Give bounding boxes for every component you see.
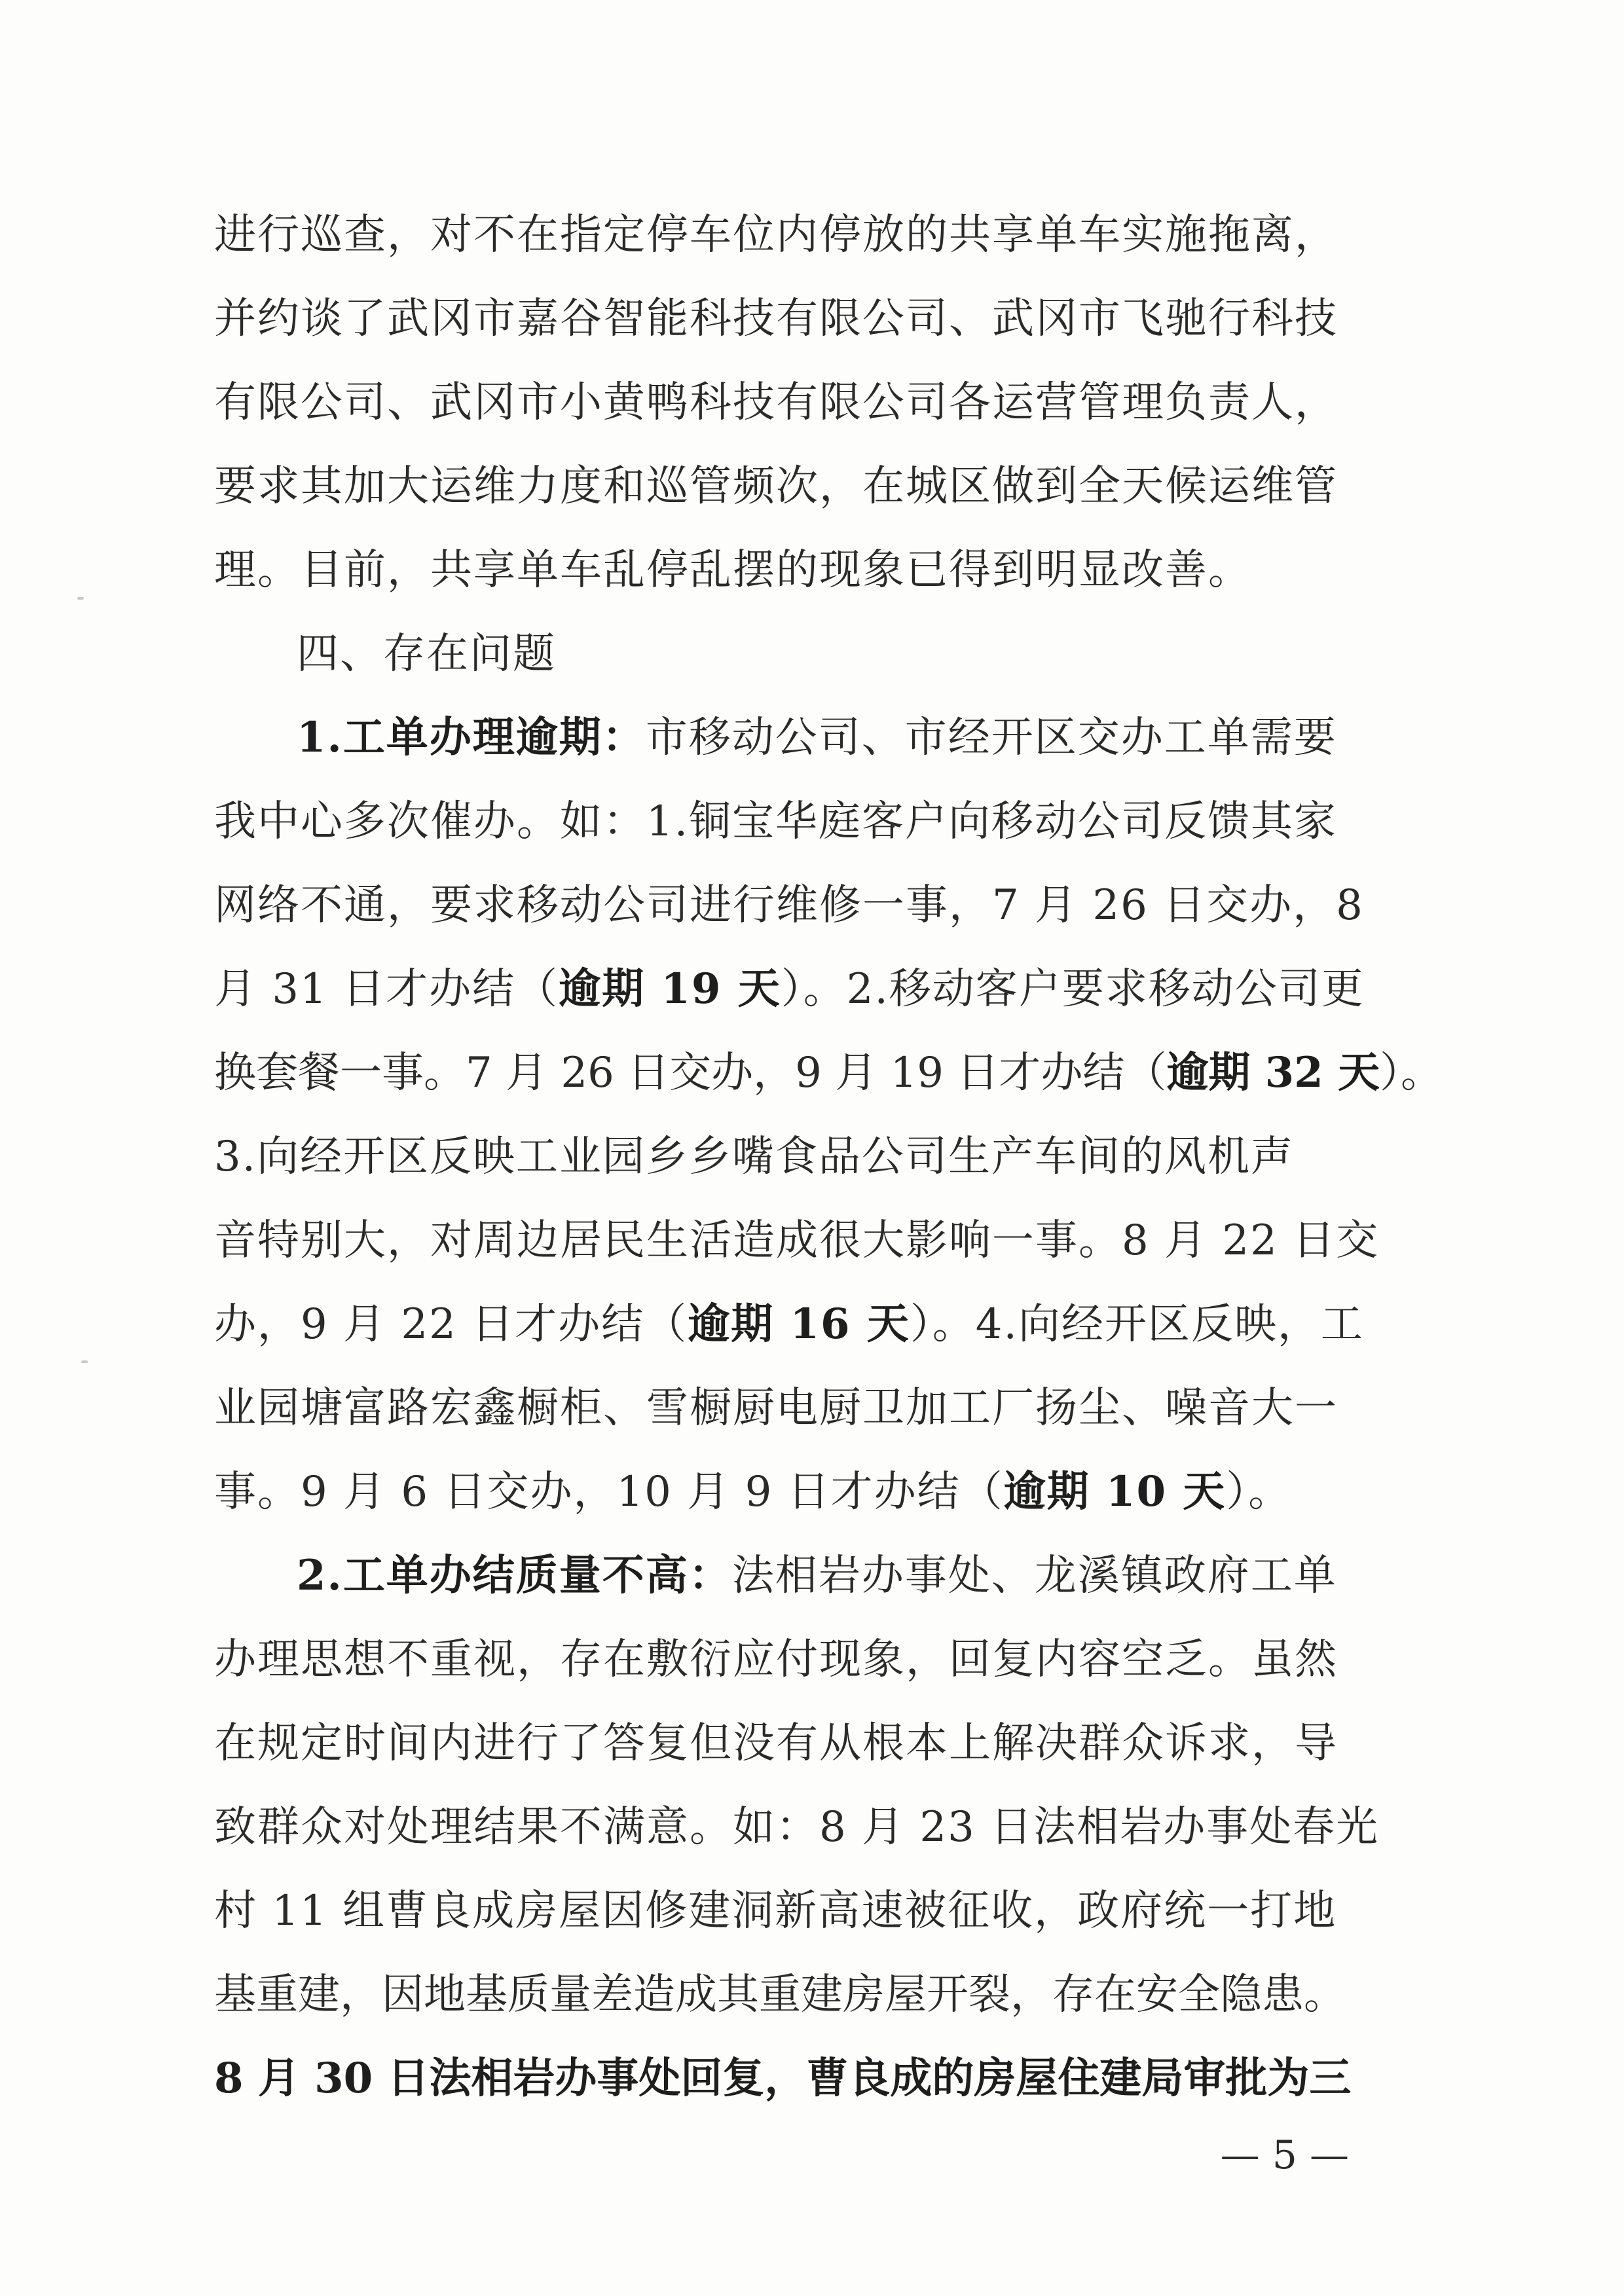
paragraph-line bbox=[214, 1031, 1443, 1115]
overdue-note: 逾期 32 天 bbox=[1166, 1048, 1380, 1097]
issue-1-line bbox=[214, 696, 1347, 780]
scan-speck bbox=[81, 1360, 88, 1363]
paragraph-line: 3.向经开区反映工业园乡乡嘴食品公司生产车间的风机声 bbox=[214, 1133, 1295, 1181]
text-segment: 换套餐一事。7 月 26 日交办，9 月 19 日才办结（ bbox=[214, 1049, 1167, 1097]
paragraph-line: 在规定时间内进行了答复但没有从根本上解决群众诉求，导 bbox=[214, 1719, 1338, 1768]
overdue-note: 逾期 16 天 bbox=[688, 1300, 910, 1349]
issue-2-text: 法相岩办事处、龙溪镇政府工单 bbox=[731, 1552, 1337, 1600]
paragraph-line: 网络不通，要求移动公司进行维修一事，7 月 26 日交办，8 bbox=[214, 881, 1364, 930]
paragraph-line bbox=[214, 947, 1365, 1031]
text-segment: 事。9 月 6 日交办，10 月 9 日才办结（ bbox=[214, 1468, 1004, 1516]
issue-2-line bbox=[214, 1534, 1347, 1618]
section-heading: 四、存在问题 bbox=[297, 630, 556, 678]
paragraph-line: 办理思想不重视，存在敷衍应付现象，回复内容空乏。虽然 bbox=[214, 1635, 1338, 1684]
paragraph-line: 理。目前，共享单车乱停乱摆的现象已得到明显改善。 bbox=[214, 546, 1251, 594]
scan-speck bbox=[77, 597, 84, 600]
document-body bbox=[214, 193, 1443, 2121]
issue-1-text: 市移动公司、市经开区交办工单需要 bbox=[645, 714, 1337, 762]
text-segment: 办，9 月 22 日才办结（ bbox=[214, 1300, 688, 1349]
text-segment: ）。2.移动客户要求移动公司更 bbox=[781, 965, 1365, 1013]
paragraph-line: 基重建，因地基质量差造成其重建房屋开裂，存在安全隐患。 bbox=[214, 1971, 1346, 2019]
text-segment: ）。4.向经开区反映，工 bbox=[910, 1300, 1364, 1349]
issue-2-title: 2.工单办结质量不高： bbox=[297, 1551, 732, 1600]
paragraph-line: 我中心多次催办。如：1.铜宝华庭客户向移动公司反馈其家 bbox=[214, 797, 1338, 846]
overdue-note: 逾期 19 天 bbox=[559, 964, 781, 1013]
paragraph-line: 要求其加大运维力度和巡管频次，在城区做到全天候运维管 bbox=[214, 462, 1338, 511]
paragraph-line: 8 月 30 日法相岩办事处回复，曹良成的房屋住建局审批为三 bbox=[214, 2054, 1352, 2103]
paragraph-line: 村 11 组曹良成房屋因修建洞新高速被征收，政府统一打地 bbox=[214, 1887, 1337, 1935]
paragraph-line: 有限公司、武冈市小黄鸭科技有限公司各运营管理负责人， bbox=[214, 378, 1338, 427]
paragraph-line: 音特别大，对周边居民生活造成很大影响一事。8 月 22 日交 bbox=[214, 1216, 1380, 1265]
paragraph-line: 进行巡查，对不在指定停车位内停放的共享单车实施拖离， bbox=[214, 211, 1338, 259]
paragraph-line: 业园塘富路宏鑫橱柜、雪橱厨电厨卫加工厂扬尘、噪音大一 bbox=[214, 1384, 1338, 1432]
text-segment: 月 31 日才办结（ bbox=[214, 965, 559, 1013]
page-number: — 5 — bbox=[1220, 2132, 1349, 2178]
issue-1-title: 1.工单办理逾期： bbox=[297, 713, 646, 762]
paragraph-line: 致群众对处理结果不满意。如：8 月 23 日法相岩办事处春光 bbox=[214, 1803, 1380, 1851]
paragraph-line bbox=[214, 1283, 1364, 1366]
paragraph-line: 并约谈了武冈市嘉谷智能科技有限公司、武冈市飞驰行科技 bbox=[214, 295, 1338, 343]
paragraph-line bbox=[214, 1450, 1347, 1534]
overdue-note: 逾期 10 天 bbox=[1003, 1467, 1227, 1516]
text-segment: ）。 bbox=[1226, 1468, 1292, 1516]
text-segment: ）。 bbox=[1380, 1049, 1443, 1097]
